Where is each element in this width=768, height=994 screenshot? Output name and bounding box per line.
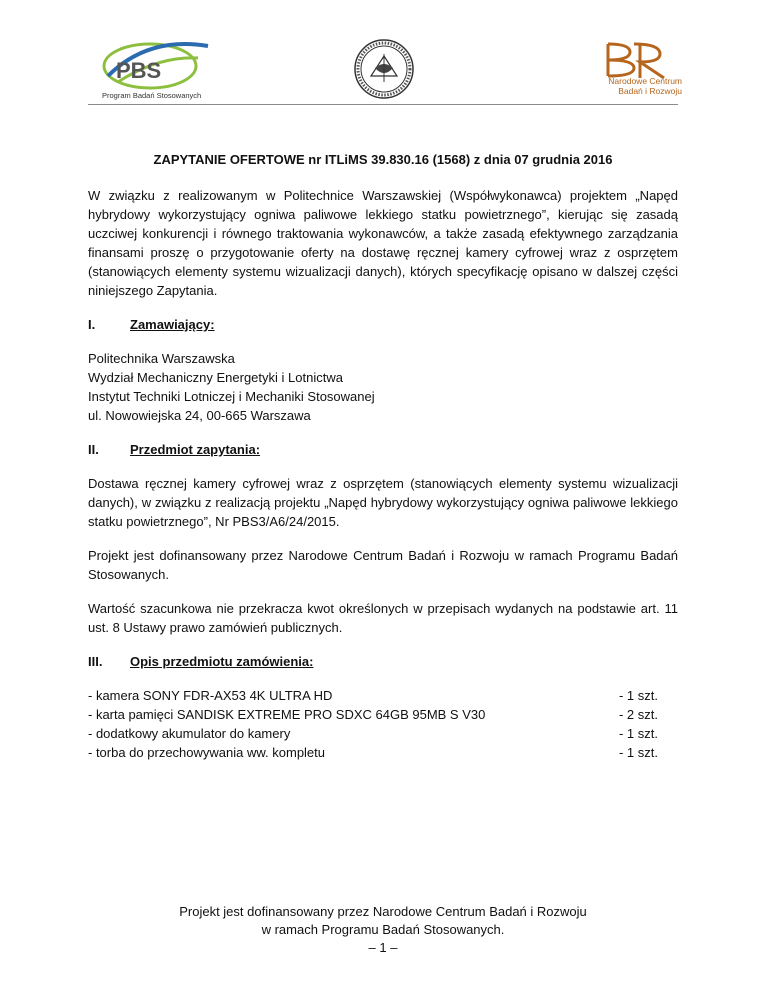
subject-paragraph: Dostawa ręcznej kamery cyfrowej wraz z osprzętem (stanowiących elementy systemu wizualizacji danych), w związku z realizacją projektu „Napęd hybrydowy wykorzystujący ogniwa paliwowe lekkiego statku powietrznego”, Nr PBS3/A6/24/2015. bbox=[88, 476, 678, 529]
address-line: ul. Nowowiejska 24, 00-665 Warszawa bbox=[88, 408, 311, 423]
buyer-address bbox=[88, 349, 678, 425]
section-number: III. bbox=[88, 654, 103, 669]
intro-paragraph: W związku z realizowanym w Politechnice Warszawskiej (Współwykonawca) projektem „Napęd hybrydowy wykorzystujący ogniwa paliwowe lekkiego statku powietrznego”, kierując się zasadą uczciwej konkurencji i równego traktowania wykonawców, a także zasadą efektywnego zarządzania finansami proszę o przygotowanie oferty na dostawę ręcznej kamery cyfrowej wraz z osprzętem (stanowiących elementy systemu wizualizacji danych), których specyfikację opisano w dalszej części niniejszego Zapytania. bbox=[88, 188, 678, 298]
section-number: I. bbox=[88, 317, 96, 332]
footer-line-1: Projekt jest dofinansowany przez Narodowe Centrum Badań i Rozwoju bbox=[179, 904, 587, 919]
item-quantity: - 1 szt. bbox=[618, 745, 658, 760]
section-heading-3 bbox=[88, 652, 678, 671]
address-line: Instytut Techniki Lotniczej i Mechaniki Stosowanej bbox=[88, 389, 375, 404]
pbs-logo-text: PBS bbox=[116, 58, 162, 83]
footer-line-2: w ramach Programu Badań Stosowanych. bbox=[261, 922, 505, 937]
ncbr-line-1: Narodowe Centrum bbox=[608, 76, 682, 86]
item-name: - torba do przechowywania ww. kompletu bbox=[88, 745, 326, 760]
value-note-paragraph: Wartość szacunkowa nie przekracza kwot określonych w przepisach wydanych na podstawie art. 11 ust. 8 Ustawy prawo zamówień publicznych. bbox=[88, 601, 678, 635]
address-line: Politechnika Warszawska bbox=[88, 351, 235, 366]
ncbr-logo bbox=[588, 40, 680, 80]
pbs-caption: Program Badań Stosowanych bbox=[102, 91, 202, 100]
university-seal-icon bbox=[345, 38, 423, 100]
page-number: – 1 – bbox=[368, 940, 398, 955]
item-name: - dodatkowy akumulator do kamery bbox=[88, 726, 291, 741]
section-heading-2 bbox=[88, 440, 678, 459]
section-number: II. bbox=[88, 442, 99, 457]
item-quantity: - 2 szt. bbox=[618, 707, 658, 722]
section-title: Przedmiot zapytania: bbox=[130, 442, 261, 457]
item-quantity: - 1 szt. bbox=[618, 726, 658, 741]
address-line: Wydział Mechaniczny Energetyki i Lotnictwa bbox=[88, 370, 343, 385]
item-quantity: - 1 szt. bbox=[618, 688, 658, 703]
funding-paragraph: Projekt jest dofinansowany przez Narodowe Centrum Badań i Rozwoju w ramach Programu Badań Stosowanych. bbox=[88, 548, 678, 582]
list-item bbox=[88, 743, 678, 762]
ncbr-logo-text bbox=[570, 76, 682, 96]
ncbr-line-2: Badań i Rozwoju bbox=[618, 86, 682, 96]
section-title: Zamawiający: bbox=[130, 317, 215, 332]
document-title: ZAPYTANIE OFERTOWE nr ITLiMS 39.830.16 (1568) z dnia 07 grudnia 2016 bbox=[153, 152, 613, 167]
page-footer bbox=[88, 903, 678, 957]
item-name: - karta pamięci SANDISK EXTREME PRO SDXC 64GB 95MB S V30 bbox=[88, 707, 486, 722]
list-item bbox=[88, 724, 678, 743]
order-items-list bbox=[88, 686, 678, 762]
page-header bbox=[88, 36, 682, 106]
list-item bbox=[88, 705, 678, 724]
section-heading-1 bbox=[88, 315, 678, 334]
document-body bbox=[88, 150, 678, 762]
item-name: - kamera SONY FDR-AX53 4K ULTRA HD bbox=[88, 688, 333, 703]
section-title: Opis przedmiotu zamówienia: bbox=[130, 654, 314, 669]
list-item bbox=[88, 686, 678, 705]
header-divider bbox=[88, 104, 678, 105]
